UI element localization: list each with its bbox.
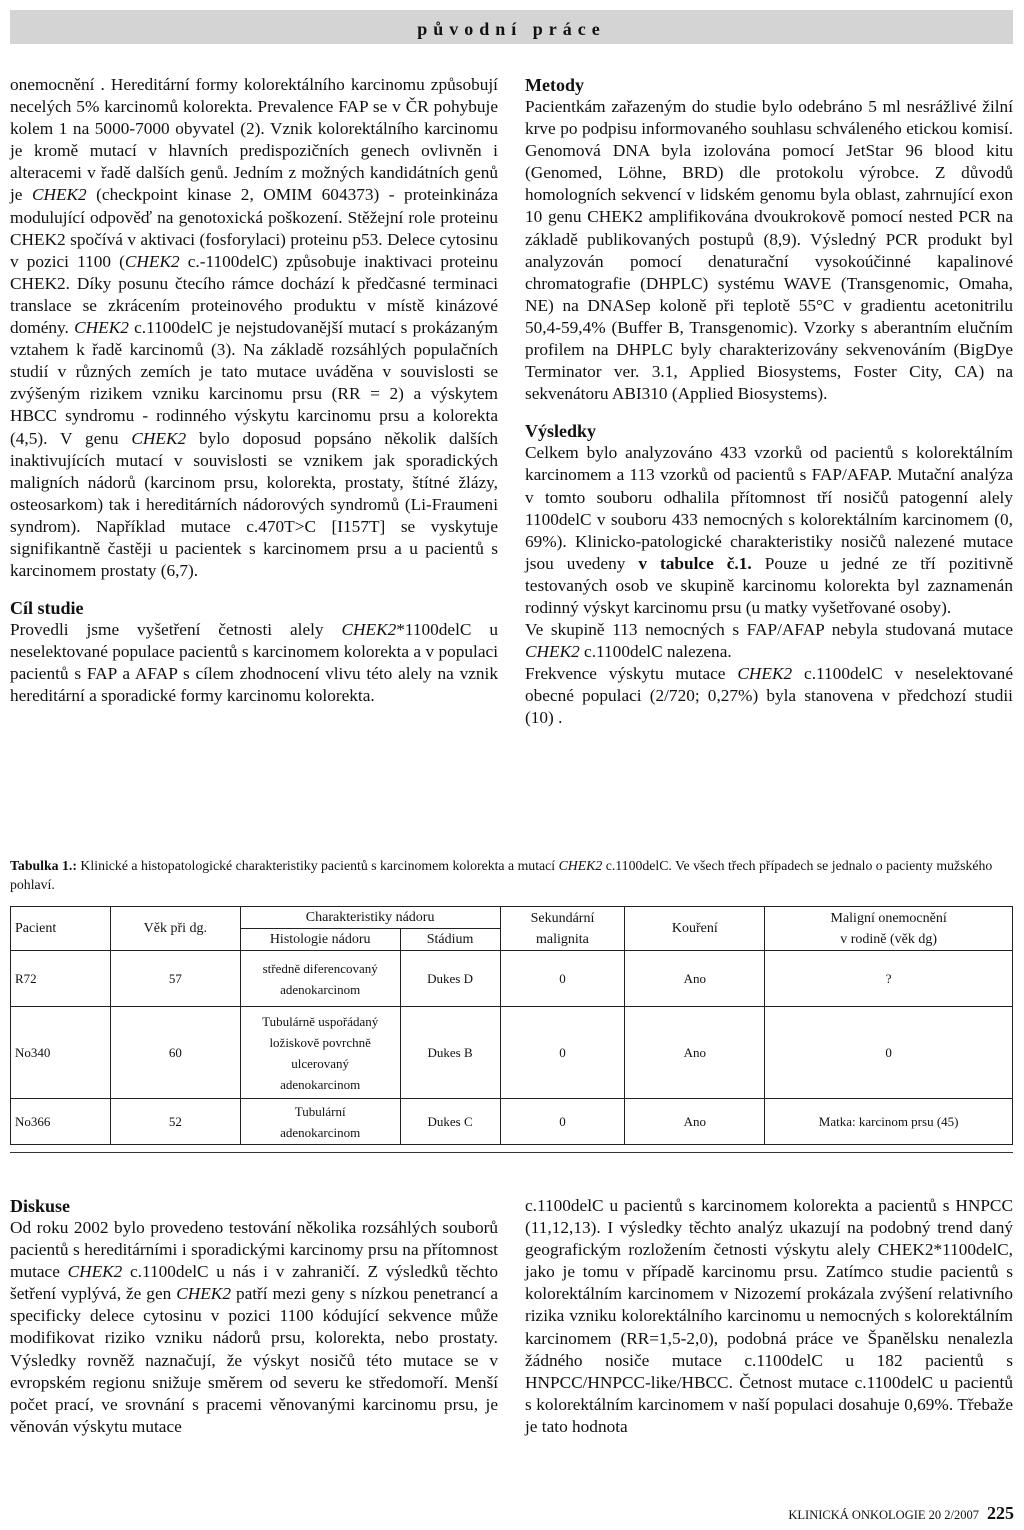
header-vek: Věk při dg. <box>110 907 240 951</box>
cil-paragraph: Provedli jsme vyšetření četnosti alely CHEK2*1100delC u neselektované populace pacientů s karcinomem kolorekta a v populaci pacientů s FAP a AFAP s cílem zhodnocení vlivu této alely na vznik hereditární a sporadické formy karcinomu kolorekta. <box>10 620 498 706</box>
diskuse-heading: Diskuse <box>10 1196 71 1216</box>
header-charakteristiky: Charakteristiky nádoru <box>240 907 500 929</box>
header-maligni: Maligní onemocnění v rodině (věk dg) <box>765 907 1013 951</box>
diskuse-continuation: c.1100delC u pacientů s karcinomem kolorekta a pacientů s HNPCC (11,12,13). I výsledky těchto analýz ukazují na podobný trend daný geografickým rozložením četnosti výskytu alely CHEK2*1100delC, jako je tomu v případě karcinomu prsu. Zatímco studie pacientů s kolorektálním karcinomem v Nizozemí prokázala zvýšení relativního rizika vzniku kolorektálního karcinomu u nemocných s kolorektálním karcinomem (RR=1,5-2,0), podobná práce ve Španělsku nenalezla žádného nosiče mutace c.1100delC u 182 pacientů s HNPCC/HNPCC-like/HBCC. Četnost mutace c.1100delC u pacientů s kolorektálním karcinomem v naší populaci dosahuje 0,69%. Třebaže je tato hodnota <box>525 1196 1013 1436</box>
table-row: No366 52 Tubulární adenokarcinom Dukes C 0 Ano Matka: karcinom prsu (45) <box>11 1099 1013 1145</box>
left-column-top <box>10 74 498 708</box>
table-row: No340 60 Tubulárně uspořádaný ložiskově povrchně ulcerovaný adenokarcinom Dukes B 0 Ano 0 <box>11 1007 1013 1099</box>
table-caption: Tabulka 1.: Klinické a histopatologické charakteristiky pacientů s karcinomem kolorekta a mutací CHEK2 c.1100delC. Ve všech třech případech se jednalo o pacienty mužského pohlaví. <box>10 858 993 892</box>
vysledky-paragraph-1: Celkem bylo analyzováno 433 vzorků od pacientů s kolorektálním karcinomem a 113 vzorků od pacientů s FAP/AFAP. Mutační analýza v tomto souboru odhalila přítomnost tří nosičů patogenní alely 1100delC v souboru 433 nemocných s kolorektálním karcinomem (0, 69%). Klinicko-patologické charakteristiky nosičů nalezené mutace jsou uvedeny v tabulce č.1. Pouze u jedné ze tří pozitivně testovaných osob ve skupině karcinomu kolorekta byl zaznamenán rodinný výskyt karcinomu prsu (u matky vyšetřované osoby). <box>525 443 1014 617</box>
metody-paragraph: Pacientkám zařazeným do studie bylo odebráno 5 ml nesrážlivé žilní krve po podpisu informovaného souhlasu schváleného etickou komisí. Genomová DNA byla izolována pomocí JetStar 96 blood kitu (Genomed, Löhne, BRD) dle protokolu výrobce. Z důvodů homologních sekvencí v lidském genomu byla oblast, zahrnující exon 10 genu CHEK2 amplifikována dvoukrokově pomocí nested PCR na základě publikovaných postupů (8,9). Výsledný PCR produkt byl analyzován pomocí denaturační vysokoúčinné kapalinové chromatografie (DHPLC) systému WAVE (Transgenomic, Omaha, NE) na DNASep koloně při teplotě 55°C v gradientu acetonitrilu 50,4-59,4% (Buffer B, Transgenomic). Vzorky s aberantním elučním profilem na DHPLC byly charakterizovány sekvenováním (BigDye Terminator ver. 3.1, Applied Biosystems, Foster City, CA) na sekvenátoru ABI310 (Applied Biosystems). <box>525 97 1013 404</box>
cil-heading: Cíl studie <box>10 598 84 619</box>
table-bottom-rule <box>10 1152 1013 1153</box>
journal-name: KLINICKÁ ONKOLOGIE 20 2/2007 <box>788 1508 979 1522</box>
section-title: původní práce <box>417 19 606 39</box>
intro-paragraph: onemocnění . Hereditární formy kolorektálního karcinomu způsobují necelých 5% karcinomů kolorekta. Prevalence FAP se v ČR pohybuje kolem 1 na 5000-7000 obyvatel (2). Vznik kolorektálního karcinomu je kromě mutací v hlavních predispozičních genech ovlivněn i alteracemi v řadě dalších genů. Jedním z možných kandidátních genů je CHEK2 (checkpoint kinase 2, OMIM 604373) - proteinkináza modulující odpověď na genotoxická poškození. Stěžejní role proteinu CHEK2 spočívá v aktivaci (fosforylaci) proteinu p53. Delece cytosinu v pozici 1100 (CHEK2 c.-1100delC) způsobuje inaktivaci proteinu CHEK2. Díky posunu čtecího rámce dochází k předčasné terminaci translace se zkrácením proteinového produktu v místě kinázové domény. CHEK2 c.1100delC je nejstudovanější mutací s prokázaným vztahem k řadě karcinomů (3). Na základě rozsáhlých populačních studií v různých zemích je tato mutace uváděna v souvislosti se zvýšeným rizikem vzniku karcinomu prsu (RR = 2) a výskytem HBCC syndromu - rodinného výskytu karcinomu prsu a kolorekta (4,5). V genu CHEK2 bylo doposud popsáno několik dalších inaktivujících mutací v souvislosti se vznikem jak sporadických maligních nádorů (karcinom prsu, kolorekta, prostaty, štítné žlázy, osteosarkom) tak i hereditárních nádorových syndromů (Li-Fraumeni syndrom). Například mutace c.470T>C [I157T] se vyskytuje signifikantně častěji u pacientek s karcinomem prsu a u pacientů s karcinomem prostaty (6,7). <box>10 75 499 581</box>
header-stadium: Stádium <box>400 929 500 951</box>
table-row: R72 57 středně diferencovaný adenokarcinom Dukes D 0 Ano ? <box>11 951 1013 1007</box>
header-bar <box>10 10 1013 44</box>
vysledky-paragraph-3: Frekvence výskytu mutace CHEK2 c.1100delC v neselektované obecné populaci (2/720; 0,27%) byla stanovena v předchozí studii (10) . <box>525 664 1013 728</box>
metody-heading: Metody <box>525 75 584 95</box>
header-pacient: Pacient <box>11 907 111 951</box>
right-column-top <box>525 74 1013 730</box>
page-footer <box>788 1503 1014 1524</box>
left-column-bottom <box>10 1195 498 1438</box>
header-histologie: Histologie nádoru <box>240 929 400 951</box>
header-sekundarni: Sekundární malignita <box>500 907 625 951</box>
page-number: 225 <box>987 1503 1014 1523</box>
patient-table <box>10 906 1013 1145</box>
vysledky-heading: Výsledky <box>525 421 597 442</box>
header-koureni: Kouření <box>625 907 765 951</box>
right-column-bottom <box>525 1195 1013 1438</box>
table-header-row <box>11 907 1013 929</box>
diskuse-paragraph: Od roku 2002 bylo provedeno testování několika rozsáhlých souborů pacientů s hereditárními i sporadickými karcinomy prsu na přítomnost mutace CHEK2 c.1100delC u nás i v zahraničí. Z výsledků těchto šetření vyplývá, že gen CHEK2 patří mezi geny s nízkou penetrancí a specificky delece cytosinu v pozici 1100 kódující sekvence může modifikovat riziko vzniku nádorů prsu, kolorekta, nebo prostaty. Výsledky rovněž naznačují, že výskyt nosičů této mutace se v evropském regionu snižuje směrem od severu ke středomoří. Menší počet prací, ve srovnání s pracemi věnovanými karcinomu prsu, je věnován výskytu mutace <box>10 1218 499 1436</box>
vysledky-paragraph-2: Ve skupině 113 nemocných s FAP/AFAP nebyla studovaná mutace CHEK2 c.1100delC nalezena. <box>525 620 1013 662</box>
